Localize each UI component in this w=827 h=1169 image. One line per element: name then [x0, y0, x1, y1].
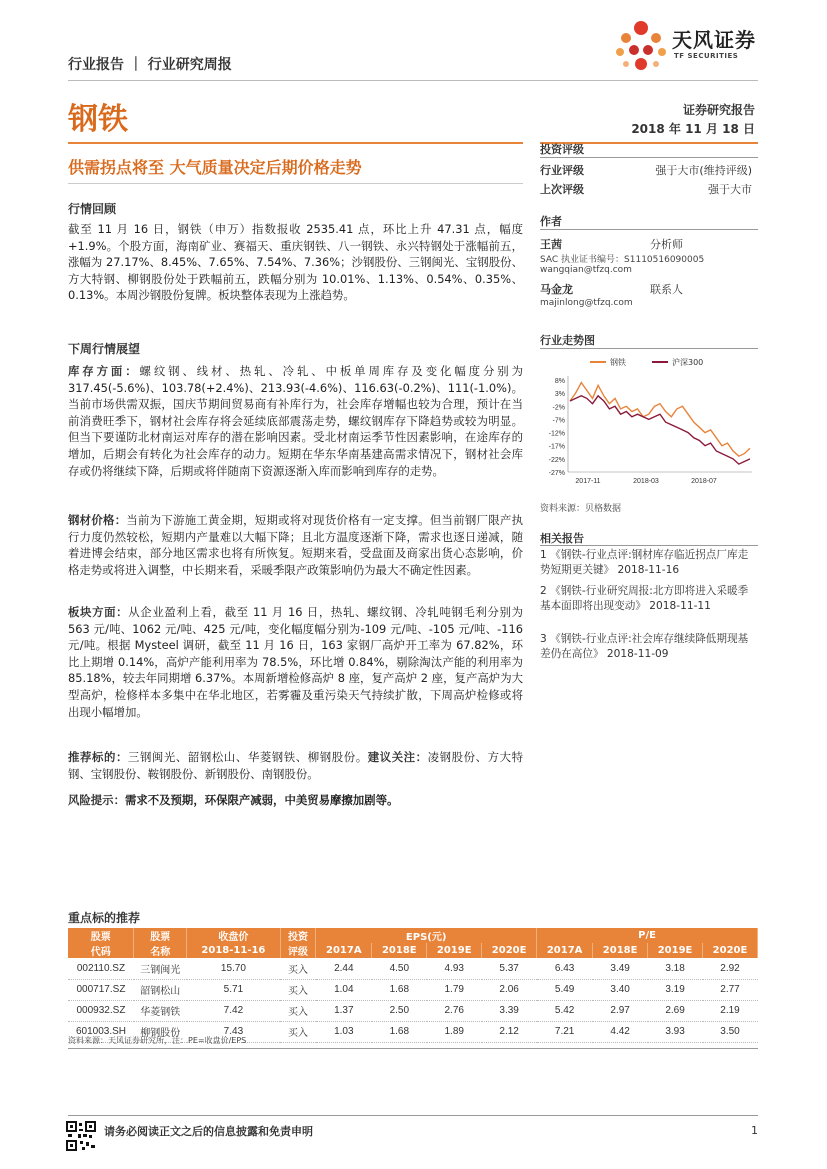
picks-header-top	[68, 928, 758, 943]
author-divider	[540, 229, 758, 230]
table-row	[68, 958, 758, 979]
table-cell: 1.03	[316, 1021, 372, 1042]
related-report-3[interactable]: 3 《钢铁-行业点评:社会库存继续降低期现基差仍在高位》 2018-11-09	[540, 633, 749, 660]
table-cell: 4.50	[372, 958, 427, 979]
picks-source: 资料来源：天风证券研究所，注：PE=收盘价/EPS	[68, 1036, 247, 1045]
table-cell: 5.49	[537, 979, 593, 1000]
related-divider	[540, 545, 758, 546]
y-tick-label: -7%	[552, 417, 565, 425]
x-tick-label: 2018-03	[633, 478, 659, 485]
bottom-divider	[68, 1115, 758, 1116]
table-cell: 5.42	[537, 1000, 593, 1021]
sector-text: 从企业盈利上看，截至 11 月 16 日，热轧、螺纹钢、冷轧吨钢毛利分别为 563 元/吨、1062 元/吨、425 元/吨，变化幅度幅分别为-109 元/吨、-105 元/吨、-116 元/吨。根据 Mysteel 调研，截至 11 月 16 日，163 家钢厂高炉开工率为 67.82%，环比上期增 0.14%，高炉产能利用率为 78.5%，环比增 0.84%，剔除淘汰产能的利用率为 85.18%，较去年同期增 6.37%。本周新增检修高炉 8 座，复产高炉 2 座，复产高炉为大型高炉，检修样本多集中在华北地区，若雾霾及重污染天气持续扩散，下周高炉检修或将出现小幅增加。	[68, 605, 523, 719]
y-tick-label: -12%	[548, 430, 565, 438]
table-cell: 7.42	[187, 1000, 281, 1021]
author-cert: SAC 执业证书编号：S1110516090005	[540, 255, 705, 265]
table-cell: 3.40	[593, 979, 648, 1000]
y-tick-label: 3%	[554, 391, 565, 399]
author-1	[540, 236, 758, 252]
th-sub: 2020E	[703, 943, 758, 958]
table-cell: 2.19	[703, 1000, 758, 1021]
table-cell: 6.43	[537, 958, 593, 979]
y-tick-label: -17%	[548, 443, 565, 451]
th-sub: 2019E	[427, 943, 482, 958]
related-report-1[interactable]: 1 《钢铁-行业点评:钢材库存临近拐点厂库走势短期更关键》 2018-11-16	[540, 549, 749, 576]
header-divider	[68, 80, 758, 81]
table-cell: 2.06	[482, 979, 537, 1000]
review-title: 行情回顾	[68, 202, 117, 216]
report-type: 行业报告 ｜ 行业研究周报	[68, 57, 232, 73]
th-sub: 名称	[134, 943, 187, 958]
th-eps: EPS(元)	[316, 928, 537, 943]
x-tick-label: 2017-11	[575, 478, 601, 485]
author-role: 分析师	[650, 238, 683, 251]
y-tick-label: -2%	[552, 404, 565, 412]
table-row	[68, 979, 758, 1000]
y-tick-label: 8%	[554, 378, 565, 385]
brand-en: TF SECURITIES	[674, 52, 739, 60]
brand-logo-icon	[612, 18, 670, 74]
outlook-title: 下周行情展望	[68, 342, 141, 356]
rating-key: 行业评级	[540, 164, 584, 177]
industry-title: 钢铁	[68, 102, 128, 137]
table-cell: 韶钢松山	[134, 979, 187, 1000]
table-cell: 3.50	[703, 1021, 758, 1042]
x-tick-label: 2018-07	[691, 478, 717, 485]
table-cell: 2.12	[482, 1021, 537, 1042]
table-cell: 柳钢股份	[134, 1021, 187, 1042]
table-cell: 2.76	[427, 1000, 482, 1021]
inventory-text: 螺纹钢、线材、热轧、冷轧、中板单周库存及变化幅度分别为 317.45(-5.6%)、103.78(+2.4%)、213.93(-4.6%)、116.63(-0.2%)、111(-1.0%)。当前市场供需双振，国庆节期间贸易商有补库行为，社会库存增幅也较为合理，预计在当前消费旺季下，钢材社会库存将会延续底部震荡走势，螺纹钢库存下降趋势或较为明显。但当下要谨防北材南运对库存的潜在影响因素。受北材南运季节性因素影响，在途库存的增加，后期会有转化为社会库存的动力。短期在华东华南基建高需求情况下，钢材社会库存或仍将继续下降，后期或将伴随南下资源逐渐入库而影响到库存的走势。	[68, 364, 523, 478]
table-cell: 华菱钢铁	[134, 1000, 187, 1021]
table-cell: 5.71	[187, 979, 281, 1000]
table-cell: 2.97	[593, 1000, 648, 1021]
th-sub: 2017A	[537, 943, 593, 958]
page-number: 1	[751, 1124, 758, 1137]
table-row	[68, 1000, 758, 1021]
table-cell: 15.70	[187, 958, 281, 979]
table-cell: 买入	[280, 979, 316, 1000]
author-email[interactable]: majinlong@tfzq.com	[540, 298, 633, 308]
table-cell: 1.37	[316, 1000, 372, 1021]
sector-paragraph	[68, 604, 523, 720]
brand-name: 天风证券	[672, 28, 756, 52]
trend-chart	[540, 352, 758, 492]
trend-divider	[540, 348, 758, 349]
report-date: 2018 年 11 月 18 日	[631, 122, 755, 136]
table-cell: 5.37	[482, 958, 537, 979]
risk-lead: 风险提示：	[68, 793, 125, 807]
y-tick-label: -22%	[548, 456, 565, 464]
author-2	[540, 281, 758, 297]
sector-lead: 板块方面：	[68, 605, 129, 619]
related-report-2[interactable]: 2 《钢铁-行业研究周报:北方即将进入采暖季 基本面即将出现变动》 2018-11-11	[540, 585, 749, 612]
table-cell: 4.42	[593, 1021, 648, 1042]
th-sub: 2018E	[372, 943, 427, 958]
rating-value: 强于大市(维持评级)	[655, 164, 752, 177]
rating-title: 投资评级	[540, 143, 584, 156]
series-line	[570, 396, 750, 464]
price-lead: 钢材价格：	[68, 513, 127, 527]
table-cell: 2.92	[703, 958, 758, 979]
risk-paragraph	[68, 792, 523, 809]
rating-row-previous	[540, 181, 758, 197]
table-cell: 7.43	[187, 1021, 281, 1042]
th-rating: 投资	[280, 928, 316, 943]
th-sub: 2018-11-16	[187, 943, 281, 958]
legend-label: 沪深300	[672, 358, 704, 367]
recommend-text: 三钢闽光、韶钢松山、华菱钢铁、柳钢股份。	[127, 750, 368, 764]
watch-lead: 建议关注：	[367, 750, 428, 764]
table-cell: 三钢闽光	[134, 958, 187, 979]
recommend-paragraph	[68, 749, 523, 782]
th-sub: 2019E	[648, 943, 703, 958]
price-paragraph	[68, 512, 523, 578]
table-cell: 000717.SZ	[68, 979, 134, 1000]
th-sub: 评级	[280, 943, 316, 958]
th-sub: 2020E	[482, 943, 537, 958]
table-cell: 3.39	[482, 1000, 537, 1021]
rating-key: 上次评级	[540, 183, 584, 196]
table-cell: 3.18	[648, 958, 703, 979]
table-cell: 1.04	[316, 979, 372, 1000]
author-role: 联系人	[650, 283, 683, 296]
th-sub: 2018E	[593, 943, 648, 958]
table-cell: 4.93	[427, 958, 482, 979]
rating-value: 强于大市	[708, 183, 752, 196]
review-text: 截至 11 月 16 日，钢铁（申万）指数报收 2535.41 点，环比上升 47.31 点，幅度+1.9%。个股方面，海南矿业、赛福天、重庆钢铁、八一钢铁、永兴特钢处于涨幅前五，涨幅为 27.17%、8.45%、7.65%、7.54%、7.36%；沙钢股份、三钢闽光、宝钢股份、方大特钢、柳钢股份处于跌幅前五，跌幅分别为 10.01%、1.13%、0.54%、0.35%、0.13%。本周沙钢股份复牌。板块整体表现为上涨趋势。	[68, 222, 523, 303]
picks-header-bottom	[68, 943, 758, 958]
table-cell: 买入	[280, 958, 316, 979]
recommend-lead: 推荐标的：	[68, 750, 128, 764]
trend-source: 资料来源：贝格数据	[540, 504, 622, 514]
author-name: 马金龙	[540, 283, 573, 296]
rating-divider	[540, 157, 758, 158]
headline: 供需拐点将至 大气质量决定后期价格走势	[68, 158, 362, 177]
table-cell: 7.21	[537, 1021, 593, 1042]
headline-underline	[68, 183, 523, 184]
table-cell: 2.77	[703, 979, 758, 1000]
table-cell: 1.89	[427, 1021, 482, 1042]
th-sub: 代码	[68, 943, 134, 958]
legend-label: 钢铁	[610, 358, 626, 367]
picks-title: 重点标的推荐	[68, 911, 141, 925]
table-cell: 3.19	[648, 979, 703, 1000]
inventory-lead: 库存方面：	[68, 364, 140, 378]
table-cell: 000932.SZ	[68, 1000, 134, 1021]
th-sub: 2017A	[316, 943, 372, 958]
inventory-paragraph	[68, 363, 523, 479]
table-cell: 买入	[280, 1021, 316, 1042]
y-tick-label: -27%	[548, 470, 565, 477]
table-cell: 601003.SH	[68, 1021, 134, 1042]
th-close: 收盘价	[187, 928, 281, 943]
author-title: 作者	[540, 215, 562, 228]
table-cell: 1.68	[372, 979, 427, 1000]
table-cell: 002110.SZ	[68, 958, 134, 979]
th-pe: P/E	[537, 928, 758, 943]
footer-divider	[68, 1048, 758, 1049]
risk-text: 需求不及预期，环保限产减弱，中美贸易摩擦加剧等。	[124, 793, 399, 807]
table-cell: 买入	[280, 1000, 316, 1021]
table-cell: 2.50	[372, 1000, 427, 1021]
table-cell: 3.93	[648, 1021, 703, 1042]
trend-title: 行业走势图	[540, 334, 595, 347]
table-cell: 2.69	[648, 1000, 703, 1021]
th-stock-code: 股票	[68, 928, 134, 943]
table-cell: 3.49	[593, 958, 648, 979]
qr-code-icon	[66, 1121, 96, 1151]
report-kind: 证券研究报告	[682, 103, 755, 117]
table-cell: 1.79	[427, 979, 482, 1000]
related-title: 相关报告	[540, 532, 584, 545]
table-cell: 1.68	[372, 1021, 427, 1042]
table-cell: 2.44	[316, 958, 372, 979]
rating-row-industry	[540, 162, 758, 178]
disclaimer: 请务必阅读正文之后的信息披露和免责申明	[104, 1125, 313, 1138]
watch-text: 凌钢股份、方大特钢、宝钢股份、鞍钢股份、新钢股份、南钢股份。	[68, 750, 523, 781]
price-text: 当前为下游施工黄金期，短期或将对现货价格有一定支撑。但当前钢厂限产执行力度仍然较松，短期内产量难以大幅下降；且北方温度逐渐下降，需求也逐日递减，随着进博会结束，部分地区需求也将有所恢复。短期来看，受盘面及商家出货心态影响，价格走势或将进入调整，中长期来看，采暖季限产政策影响仍为最大不确定性因素。	[68, 513, 523, 577]
series-line	[570, 383, 750, 457]
th-stock-name: 股票	[134, 928, 187, 943]
headline-divider	[68, 142, 523, 144]
author-email[interactable]: wangqian@tfzq.com	[540, 265, 632, 275]
author-name: 王茜	[540, 238, 562, 251]
picks-table	[68, 928, 758, 1043]
